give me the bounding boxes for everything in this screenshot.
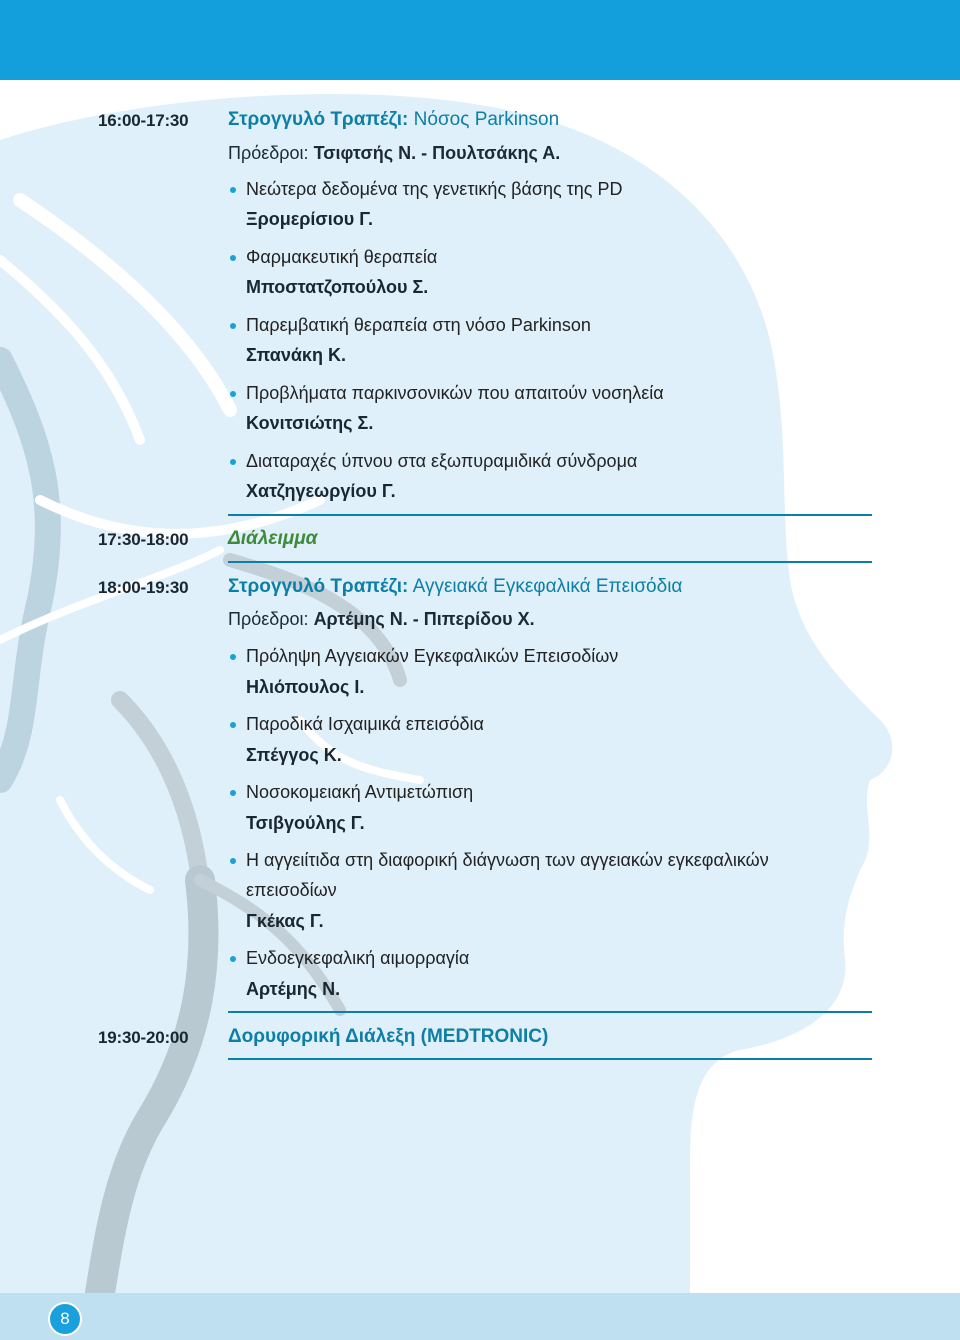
satellite-title: Δορυφορική Διάλεξη (MEDTRONIC) [228, 1026, 549, 1047]
session-title [228, 576, 682, 598]
bullet-icon [230, 255, 236, 261]
talk-title: Παροδικά Ισχαιμικά επεισόδια [246, 714, 484, 734]
bullet-icon [230, 323, 236, 329]
talk-speaker: Κονιτσιώτης Σ. [246, 413, 374, 433]
talk-title: Παρεμβατική θεραπεία στη νόσο Parkinson [246, 315, 591, 335]
chairs-names: Αρτέμης Ν. - Πιπερίδου Χ. [313, 609, 535, 629]
bullet-icon [230, 391, 236, 397]
footer-bar [0, 1293, 960, 1340]
talk-speaker: Τσιβγούλης Γ. [246, 813, 365, 833]
session-topic: Νόσος Parkinson [413, 109, 560, 130]
talk-speaker: Ξρομερίσιου Γ. [246, 209, 374, 229]
talk-title: Προβλήματα παρκινσονικών που απαιτούν νοσηλεία [246, 383, 664, 403]
talk-title: Διαταραχές ύπνου στα εξωπυραμιδικά σύνδρομα [246, 451, 638, 471]
talk-title-continued: επεισοδίων [246, 880, 337, 900]
talk-title: Η αγγειίτιδα στη διαφορική διάγνωση των αγγειακών εγκεφαλικών [246, 850, 769, 870]
bullet-icon [230, 459, 236, 465]
bullet-icon [230, 790, 236, 796]
talk-title: Ενδοεγκεφαλική αιμορραγία [246, 948, 470, 968]
divider [228, 1011, 872, 1013]
talk-speaker: Σπανάκη Κ. [246, 345, 346, 365]
divider [228, 561, 872, 563]
divider [228, 514, 872, 516]
session-time: 16:00-17:30 [98, 111, 189, 130]
page-number: 8 [48, 1302, 82, 1336]
bullet-icon [230, 654, 236, 660]
talk-speaker: Αρτέμης Ν. [246, 979, 341, 999]
session-time: 17:30-18:00 [98, 530, 189, 549]
bullet-icon [230, 722, 236, 728]
bullet-icon [230, 187, 236, 193]
session-time: 18:00-19:30 [98, 578, 189, 597]
chairs-label: Πρόεδροι: [228, 143, 309, 163]
break-title: Διάλειμμα [228, 528, 318, 549]
talk-speaker: Μποστατζοπούλου Σ. [246, 277, 429, 297]
session-chairs [228, 609, 535, 630]
divider [228, 1058, 872, 1060]
session-label: Στρογγυλό Τραπέζι: [228, 109, 409, 130]
talk-title: Νεώτερα δεδομένα της γενετικής βάσης της PD [246, 179, 623, 199]
chairs-label: Πρόεδροι: [228, 609, 309, 629]
talk-speaker: Σπέγγος Κ. [246, 745, 342, 765]
talk-title: Φαρμακευτική θεραπεία [246, 247, 438, 267]
talk-title: Νοσοκομειακή Αντιμετώπιση [246, 782, 474, 802]
session-time: 19:30-20:00 [98, 1028, 189, 1047]
talk-speaker: Ηλιόπουλος Ι. [246, 677, 365, 697]
chairs-names: Τσιφτσής Ν. - Πουλτσάκης Α. [313, 143, 561, 163]
bullet-icon [230, 858, 236, 864]
bullet-icon [230, 956, 236, 962]
talk-speaker: Γκέκας Γ. [246, 911, 324, 931]
session-chairs [228, 143, 560, 164]
session-topic: Αγγειακά Εγκεφαλικά Επεισόδια [412, 576, 683, 597]
session-title [228, 109, 559, 131]
talk-speaker: Χατζηγεωργίου Γ. [246, 481, 396, 501]
session-label: Στρογγυλό Τραπέζι: [228, 576, 409, 597]
talk-title: Πρόληψη Αγγειακών Εγκεφαλικών Επεισοδίων [246, 646, 619, 666]
